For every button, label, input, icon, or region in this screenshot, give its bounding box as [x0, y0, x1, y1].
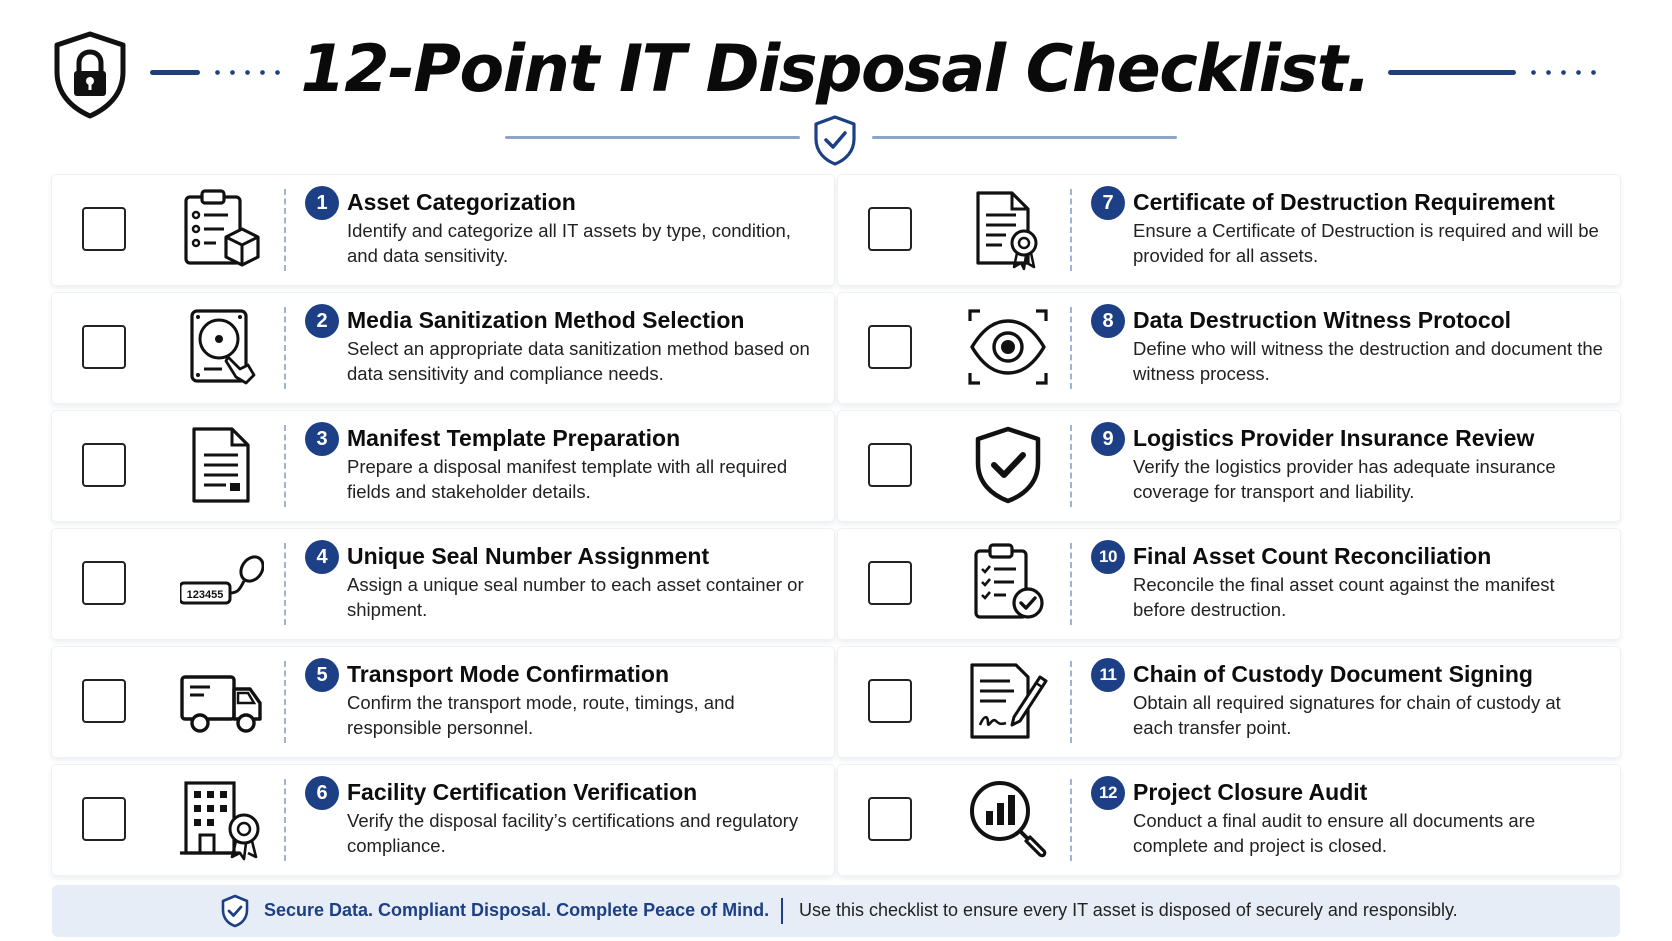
clipboard-box-icon: [180, 187, 264, 271]
item-divider: [1070, 543, 1072, 625]
item-divider: [1070, 189, 1072, 271]
item-divider: [284, 425, 286, 507]
item-title: Certificate of Destruction Requirement: [1133, 189, 1555, 215]
checklist-item: [838, 765, 1620, 875]
item-divider: [1070, 779, 1072, 861]
checklist-item: [52, 175, 834, 285]
header-dots-right: [1526, 70, 1601, 75]
item-checkbox[interactable]: [868, 561, 912, 605]
item-divider: [284, 189, 286, 271]
shield-check-icon: [966, 423, 1050, 507]
item-title: Chain of Custody Document Signing: [1133, 661, 1533, 687]
building-award-icon: [180, 777, 264, 861]
checklist-item: [838, 293, 1620, 403]
item-description: Define who will witness the destruction and document the witness process.: [1133, 338, 1603, 384]
item-number-badge: 11: [1091, 658, 1125, 692]
seal-number-text: 123455: [186, 589, 224, 601]
hard-drive-icon: [180, 305, 264, 389]
item-number-badge: 12: [1091, 776, 1125, 810]
item-title: Asset Categorization: [347, 189, 576, 215]
subtitle-line-left: [505, 136, 800, 139]
shield-check-icon: [812, 114, 858, 166]
item-divider: [284, 543, 286, 625]
item-number-badge: 10: [1091, 540, 1125, 574]
header-line-right: [1388, 70, 1516, 75]
item-checkbox[interactable]: [82, 561, 126, 605]
item-description: Assign a unique seal number to each asset container or shipment.: [347, 574, 804, 620]
item-description: Select an appropriate data sanitization method based on data sensitivity and compliance needs.: [347, 338, 810, 384]
item-description: Conduct a final audit to ensure all documents are complete and project is closed.: [1133, 810, 1536, 856]
certificate-icon: [966, 187, 1050, 271]
subtitle-line-right: [872, 136, 1177, 139]
magnifier-chart-icon: [966, 777, 1050, 861]
item-title: Facility Certification Verification: [347, 779, 698, 805]
item-number-badge: 1: [305, 186, 339, 220]
item-title: Unique Seal Number Assignment: [347, 543, 710, 569]
item-divider: [1070, 661, 1072, 743]
item-checkbox[interactable]: [868, 325, 912, 369]
item-title: Logistics Provider Insurance Review: [1133, 425, 1535, 451]
item-checkbox[interactable]: [82, 207, 126, 251]
seal-tag-icon: [180, 541, 264, 625]
item-description: Obtain all required signatures for chain of custody at each transfer point.: [1133, 692, 1561, 738]
item-number-badge: 4: [305, 540, 339, 574]
item-checkbox[interactable]: [82, 443, 126, 487]
document-icon: [180, 423, 264, 507]
item-divider: [284, 307, 286, 389]
item-number-badge: 8: [1091, 304, 1125, 338]
item-checkbox[interactable]: [82, 797, 126, 841]
eye-icon: [966, 305, 1050, 389]
item-number-badge: 3: [305, 422, 339, 456]
item-description: Confirm the transport mode, route, timings, and responsible personnel.: [347, 692, 735, 738]
clipboard-check-icon: [966, 541, 1050, 625]
item-title: Manifest Template Preparation: [347, 425, 681, 451]
item-number-badge: 6: [305, 776, 339, 810]
item-number-badge: 7: [1091, 186, 1125, 220]
header: [0, 0, 1672, 170]
checklist-item: [52, 411, 834, 521]
page-title: 12-Point IT Disposal Checklist.: [300, 32, 1370, 107]
item-title: Project Closure Audit: [1133, 779, 1368, 805]
header-dots-left: [210, 70, 285, 75]
item-divider: [284, 779, 286, 861]
item-divider: [1070, 307, 1072, 389]
item-description: Prepare a disposal manifest template with all required fields and stakeholder details.: [347, 456, 788, 502]
footer-divider: [781, 898, 783, 924]
footer-text: Use this checklist to ensure every IT asset is disposed of securely and responsibly.: [799, 900, 1458, 920]
item-divider: [284, 661, 286, 743]
item-checkbox[interactable]: [82, 679, 126, 723]
item-title: Media Sanitization Method Selection: [347, 307, 745, 333]
item-description: Verify the disposal facility’s certifications and regulatory compliance.: [347, 810, 799, 856]
checklist-item: [838, 175, 1620, 285]
footer-banner: [52, 885, 1620, 937]
document-signature-icon: [966, 659, 1050, 743]
truck-icon: [180, 659, 264, 743]
item-number-badge: 5: [305, 658, 339, 692]
item-title: Transport Mode Confirmation: [347, 661, 669, 687]
item-checkbox[interactable]: [82, 325, 126, 369]
checklist-item: [838, 647, 1620, 757]
lock-shield-icon: [50, 30, 130, 120]
checklist-item: [52, 293, 834, 403]
footer-tagline: Secure Data. Compliant Disposal. Complete Peace of Mind.: [264, 900, 770, 920]
shield-check-icon: [220, 894, 250, 928]
item-title: Data Destruction Witness Protocol: [1133, 307, 1512, 333]
item-description: Ensure a Certificate of Destruction is required and will be provided for all assets.: [1133, 220, 1599, 266]
checklist-item: [52, 765, 834, 875]
header-line-left: [150, 70, 200, 75]
item-checkbox[interactable]: [868, 679, 912, 723]
item-number-badge: 2: [305, 304, 339, 338]
item-title: Final Asset Count Reconciliation: [1133, 543, 1492, 569]
item-number-badge: 9: [1091, 422, 1125, 456]
item-checkbox[interactable]: [868, 443, 912, 487]
checklist-item: [52, 529, 834, 639]
item-divider: [1070, 425, 1072, 507]
item-description: Verify the logistics provider has adequate insurance coverage for transport and liability.: [1133, 456, 1556, 502]
checklist-item: [838, 529, 1620, 639]
item-description: Identify and categorize all IT assets by type, condition, and data sensitivity.: [347, 220, 791, 266]
checklist-item: [52, 647, 834, 757]
item-description: Reconcile the final asset count against the manifest before destruction.: [1133, 574, 1555, 620]
item-checkbox[interactable]: [868, 797, 912, 841]
checklist-item: [838, 411, 1620, 521]
item-checkbox[interactable]: [868, 207, 912, 251]
